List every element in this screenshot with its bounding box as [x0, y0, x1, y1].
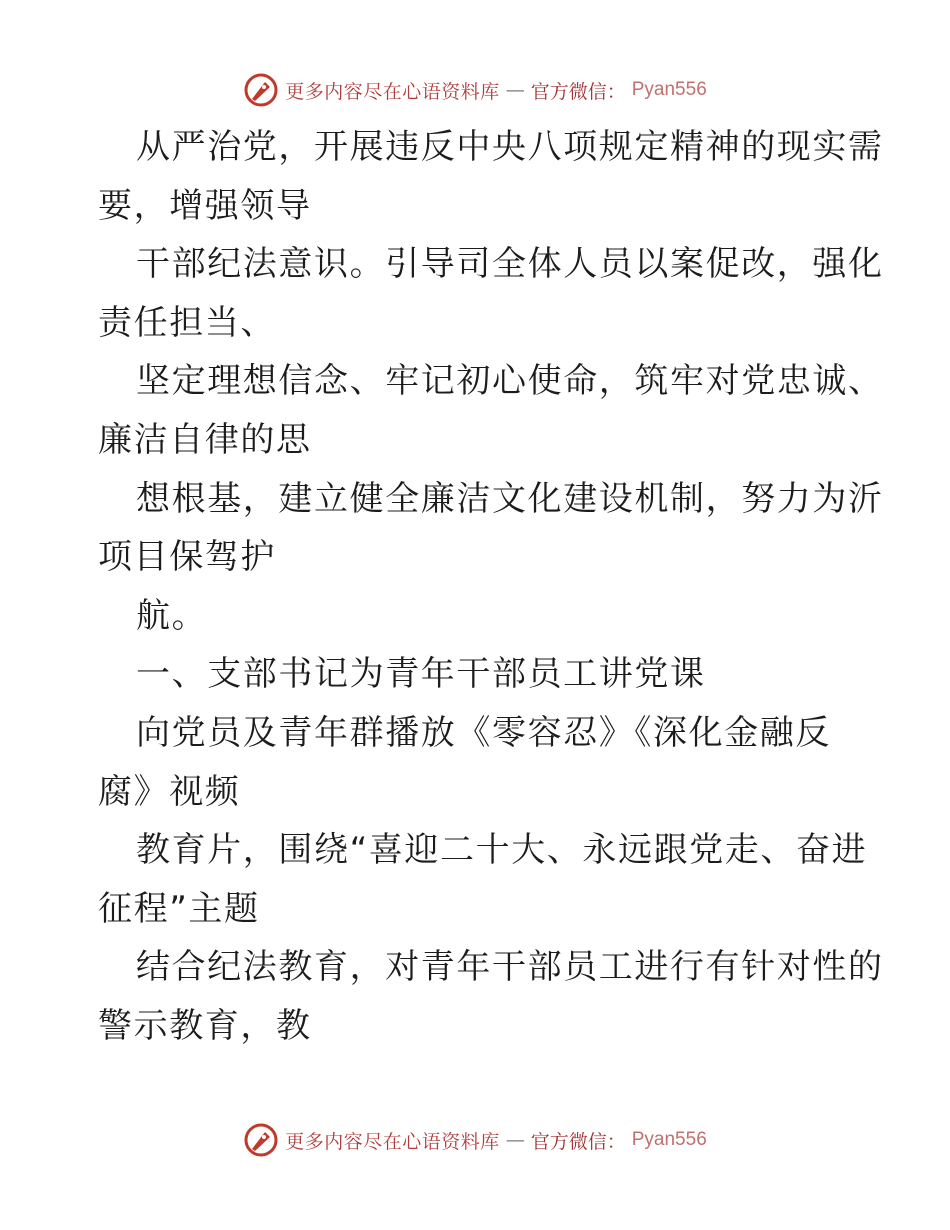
watermark-site-text: 更多内容尽在心语资料库 [285, 1130, 500, 1153]
watermark-wechat-id: Pyan556 [631, 79, 707, 100]
pen-nib-logo-icon [243, 72, 279, 108]
body-line: 警示教育，教 [98, 1005, 312, 1046]
body-line: 项目保驾护 [98, 537, 276, 578]
watermark-wechat-id: Pyan556 [631, 1129, 707, 1150]
body-line: 廉洁自律的思 [98, 419, 312, 460]
header-watermark [0, 70, 950, 110]
pen-nib-logo-icon [243, 1122, 279, 1158]
body-line: 教育片，围绕“喜迎二十大、永远跟党走、奋进 [136, 830, 868, 871]
body-line: 征程”主题 [98, 888, 260, 929]
watermark-wechat-label: 官方微信： [530, 80, 626, 103]
footer-watermark [0, 1120, 950, 1160]
section-heading: 一、支部书记为青年干部员工讲党课 [136, 654, 706, 695]
body-line: 腐》视频 [98, 771, 241, 812]
body-line: 责任担当、 [98, 302, 276, 343]
body-line: 要，增强领导 [98, 185, 312, 226]
body-line: 想根基，建立健全廉洁文化建设机制，努力为沂 [136, 478, 884, 519]
watermark-wechat-label: 官方微信： [530, 1130, 626, 1153]
watermark-separator: — [505, 1129, 525, 1151]
body-line: 结合纪法教育，对青年干部员工进行有针对性的 [136, 947, 884, 988]
body-line: 从严治党，开展违反中央八项规定精神的现实需 [136, 127, 884, 167]
body-line: 坚定理想信念、牢记初心使命，筑牢对党忠诚、 [136, 361, 884, 402]
watermark-separator: — [505, 79, 525, 101]
body-line: 向党员及青年群播放《零容忍》《深化金融反 [136, 712, 831, 753]
body-line: 干部纪法意识。引导司全体人员以案促改，强化 [136, 244, 884, 285]
body-line: 航。 [136, 595, 208, 636]
document-body [98, 118, 884, 1056]
watermark-site-text: 更多内容尽在心语资料库 [285, 80, 500, 103]
